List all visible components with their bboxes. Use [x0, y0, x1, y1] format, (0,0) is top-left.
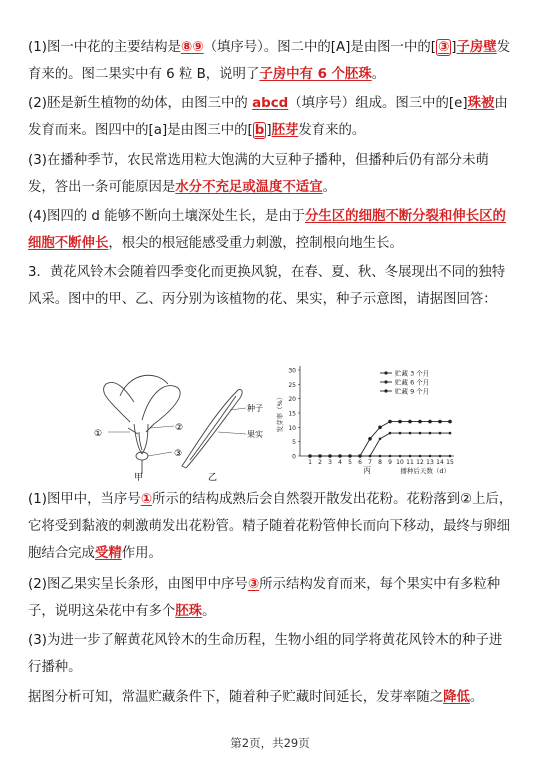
bing-caption: 丙 [363, 466, 371, 475]
yi-caption: 乙 [208, 473, 218, 482]
germination-chart [275, 366, 454, 475]
data-point [419, 432, 422, 435]
x-axis-label: 播种后天数（d） [400, 467, 450, 475]
q3-part3: (3)为进一步了解黄花风铃木的生命历程，生物小组的同学将黄花风铃木的种子进行播种。 [28, 633, 503, 675]
y-tick-label: 10 [288, 424, 296, 432]
data-point [408, 420, 412, 424]
data-point [369, 455, 372, 458]
text: 据图分析可知，常温贮藏条件下，随着种子贮藏时间延长，发芽率随之 [28, 690, 444, 705]
answer: ③ [247, 577, 260, 592]
data-point [319, 455, 322, 458]
text: 作用。 [121, 546, 162, 561]
text: (3)在播种季节，农民常选用粒大饱满的大豆种子播种，但播种后仍有部分未萌发，答出一条可能原因是 [28, 153, 489, 195]
data-point [309, 455, 312, 458]
data-point [329, 455, 332, 458]
data-point [428, 420, 432, 424]
y-axis-label: 发芽率（%） [276, 393, 284, 433]
x-tick-label: 12 [416, 459, 424, 466]
x-tick-label: 8 [378, 459, 382, 466]
legend-marker [384, 389, 387, 392]
answer: ① [140, 492, 153, 507]
legend-label: 贮藏 9 个月 [395, 387, 430, 396]
answer-boxed: b [254, 123, 265, 138]
data-point [399, 432, 402, 435]
jia-caption: 甲 [134, 473, 144, 482]
data-point [378, 426, 382, 430]
data-point [419, 455, 422, 458]
answer: 胚珠 [175, 604, 203, 619]
answer: 降低 [443, 690, 470, 705]
text: 。 [371, 67, 386, 82]
data-point [449, 432, 452, 435]
legend-label: 贮藏 3 个月 [395, 369, 430, 378]
q3-part2 [28, 571, 514, 625]
data-point [449, 455, 452, 458]
y-tick-label: 5 [292, 439, 296, 447]
text: ] [451, 40, 457, 55]
x-tick-label: 14 [436, 459, 444, 466]
text: （填序号）。图二中的[A]是由图一中的[ [203, 40, 436, 55]
data-point [438, 420, 442, 424]
q1-part3 [28, 147, 514, 201]
data-point [389, 455, 392, 458]
answer: 水分不充足或温度不适宜 [175, 180, 323, 195]
page-footer: 第2页，共29页 [230, 736, 310, 750]
q3-part1 [28, 486, 514, 567]
x-tick-label: 1 [308, 459, 312, 466]
text: （填序号）组成。图三中的[e] [288, 96, 468, 111]
text: (4)图四的 d 能够不断向土壤深处生长，是由于 [28, 209, 306, 224]
flower-diagram [103, 375, 183, 474]
data-point [359, 455, 362, 458]
jia-label-2: ② [175, 423, 184, 433]
answer: 分生区的细胞不断分裂和伸长区的细胞不断伸长 [28, 209, 506, 251]
x-tick-label: 5 [348, 459, 352, 466]
q3-part4 [28, 684, 514, 711]
data-point [339, 455, 342, 458]
text: 发育来的。图二果实中有 6 粒 B，说明了 [28, 40, 511, 82]
data-point [418, 420, 422, 424]
data-point [409, 455, 412, 458]
jia-label-1: ① [94, 429, 103, 439]
x-tick-label: 9 [388, 459, 392, 466]
x-tick-label: 3 [328, 459, 332, 466]
yi-label-fruit: 果实 [247, 430, 263, 439]
answer: 受精 [94, 546, 122, 561]
text: (2)图乙果实呈长条形，由图甲中序号 [28, 577, 248, 592]
x-tick-label: 6 [358, 459, 362, 466]
text: 由发育而来。图四中的[a]是由图三中的[ [28, 96, 508, 138]
x-tick-label: 15 [446, 459, 454, 466]
answer: 子房中有 6 个胚珠 [259, 67, 372, 82]
data-point [429, 455, 432, 458]
data-point [439, 455, 442, 458]
data-point [389, 432, 392, 435]
y-tick-label: 0 [292, 453, 296, 461]
answer-boxed: ③ [437, 40, 450, 55]
text: 所示结构发育而来，每个果实中有多粒种子，说明这朵花中有多个 [28, 577, 501, 619]
y-tick-label: 25 [288, 381, 296, 389]
text: 。 [322, 180, 336, 195]
answer: 胚芽 [271, 123, 299, 138]
text: 所示的结构成熟后会自然裂开散发出花粉。花粉落到②上后，它将受到黏液的刺激萌发出花粉管。精子随着花粉管伸长而向下移动，最终与卵细胞结合完成 [28, 492, 513, 561]
q3-stem: 3．黄花风铃木会随着四季变化而更换风貌，在春、夏、秋、冬展现出不同的独特风采。图中的甲、乙、丙分别为该植物的花、果实，种子示意图，请据图回答： [28, 265, 506, 307]
data-point [448, 420, 452, 424]
data-point [379, 455, 382, 458]
legend-label: 贮藏 6 个月 [395, 378, 430, 387]
answer: 子房壁 [456, 40, 497, 55]
q1-part4 [28, 203, 514, 257]
q1-part1 [28, 34, 514, 88]
yi-label-seed: 种子 [247, 404, 263, 413]
series-line [310, 433, 450, 456]
text: 。 [469, 690, 484, 705]
text: (1)图一中花的主要结构是 [28, 40, 181, 55]
x-tick-label: 10 [396, 459, 404, 466]
answer: abcd [252, 96, 289, 111]
data-point [439, 432, 442, 435]
text: (2)胚是新生植物的幼体，由图三中的 [28, 96, 253, 111]
data-point [409, 432, 412, 435]
legend-marker [384, 371, 387, 374]
data-point [399, 455, 402, 458]
x-tick-label: 4 [338, 459, 342, 466]
data-point [379, 438, 382, 441]
answer: 珠被 [467, 96, 495, 111]
figure-row [90, 362, 460, 482]
jia-label-3: ③ [174, 449, 183, 459]
text: ] [266, 123, 272, 138]
text: ，根尖的根冠能感受重力刺激，控制根向地生长。 [108, 236, 403, 251]
x-tick-label: 2 [318, 459, 322, 466]
legend-marker [384, 380, 387, 383]
fruit-diagram [182, 389, 246, 468]
data-point [388, 420, 392, 424]
y-tick-label: 15 [288, 410, 296, 418]
x-tick-label: 11 [406, 459, 414, 466]
data-point [349, 455, 352, 458]
data-point [429, 432, 432, 435]
data-point [368, 437, 372, 441]
text: 。 [202, 604, 216, 619]
answer: ⑧⑨ [180, 40, 204, 55]
y-tick-label: 30 [288, 367, 296, 375]
data-point [398, 420, 402, 424]
x-tick-label: 13 [426, 459, 434, 466]
text: (1)图甲中，当序号 [28, 492, 141, 507]
y-tick-label: 20 [288, 396, 296, 404]
q1-part2 [28, 90, 514, 144]
x-tick-label: 7 [368, 459, 372, 466]
text: 发育来的。 [298, 123, 366, 138]
